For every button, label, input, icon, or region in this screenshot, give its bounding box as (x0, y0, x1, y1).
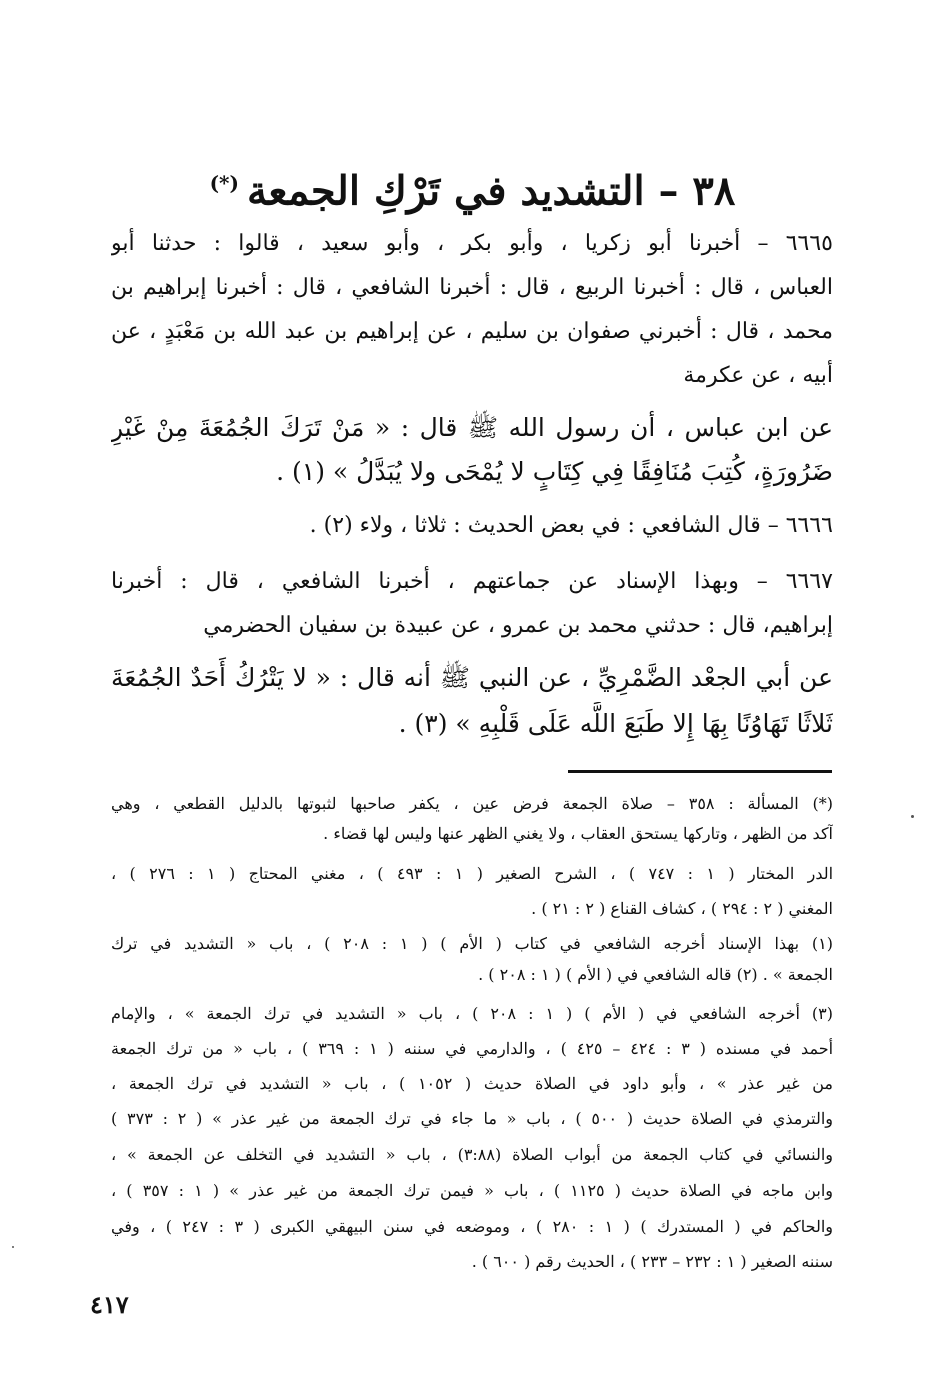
footnote-line: والترمذي في الصلاة حديث ( ٥٠٠ ) ، باب « ما جاء في ترك الجمعة من غير عذر » ( ٢ : ٣٧٣ ) (111, 1109, 833, 1128)
hadith-line: ثَلاثًا تَهَاوُنًا بِهَا إِلا طَبَعَ اللَّه عَلَى قَلْبِهِ » (٣) . (398, 709, 833, 738)
body-line: ٦٦٦٦ – قال الشافعي : في بعض الحديث : ثلاثا ، ولاء (٢) . (309, 513, 833, 538)
body-line: العباس ، قال : أخبرنا الربيع ، قال : أخبرنا الشافعي ، قال : أخبرنا إبراهيم بن (111, 275, 833, 300)
footnote-separator (568, 770, 832, 773)
hadith-line: عن أبي الجعْد الضَّمْرِيِّ ، عن النبي ﷺ أنه قال : « لا يَتْرُكُ أَحَدٌ الجُمُعَةَ (111, 663, 833, 692)
footnote-line: الدر المختار ( ١ : ٧٤٧ ) ، الشرح الصغير ( ١ : ٤٩٣ ) ، مغني المحتاج ( ١ : ٢٧٦ ) ، (111, 864, 833, 883)
scan-speck (12, 1246, 14, 1248)
body-line: أبيه ، عن عكرمة (683, 363, 833, 388)
chapter-title-text: ٣٨ – التشديد في تَرْكِ الجمعة (246, 167, 736, 215)
footnote-line: أحمد في مسنده ( ٣ : ٤٢٤ – ٤٢٥ ) ، والدارمي في سننه ( ١ : ٣٦٩ ) ، باب « من ترك الجمعة (111, 1039, 833, 1058)
footnote-line: من غير عذر » ، وأبو داود في الصلاة حديث ( ١٠٥٢ ) ، باب « التشديد في ترك الجمعة ، (111, 1074, 833, 1093)
body-line: ٦٦٦٧ – وبهذا الإسناد عن جماعتهم ، أخبرنا الشافعي ، قال : أخبرنا (111, 569, 833, 594)
hadith-line: عن ابن عباس ، أن رسول الله ﷺ قال : « مَنْ تَرَكَ الجُمُعَةَ مِنْ غَيْرِ (111, 413, 833, 442)
scan-speck (911, 815, 914, 818)
footnote-line: (١) بهذا الإسناد أخرجه الشافعي في كتاب ( الأم ) ( ١ : ٢٠٨ ) ، باب « التشديد في ترك (111, 934, 833, 953)
chapter-title (150, 148, 795, 226)
body-line: محمد ، قال : أخبرني صفوان بن سليم ، عن إبراهيم بن عبد الله بن مَعْبَدٍ ، عن (111, 319, 833, 344)
footnote-line: والحاكم في ( المستدرك ) ( ١ : ٢٨٠ ) ، وموضعه في سنن البيهقي الكبرى ( ٣ : ٢٤٧ ) ، وفي (111, 1217, 833, 1236)
footnote-line: آكد من الظهر ، وتاركها يستحق العقاب ، ولا يغني الظهر عنها وليس لها قضاء . (323, 824, 833, 843)
footnote-line: والنسائي في كتاب الجمعة من أبواب الصلاة (٣:٨٨) ، باب « التشديد في التخلف عن الجمعة » ، (111, 1145, 833, 1164)
footnote-line: سننه الصغير ( ١ : ٢٣٢ – ٢٣٣ ) ، الحديث رقم ( ٦٠٠ ) . (471, 1252, 833, 1271)
page-number: ٤١٧ (90, 1290, 129, 1319)
footnote-line: (*) المسألة : ٣٥٨ – صلاة الجمعة فرض عين ، يكفر صاحبها لثبوتها بالدليل القطعي ، وهي (111, 794, 833, 813)
body-line: ٦٦٦٥ – أخبرنا أبو زكريا ، وأبو بكر ، وأَبو سعيد ، قالوا : حدثنا أبو (111, 231, 833, 256)
hadith-line: ضَرُورَةٍ، كُتِبَ مُنَافِقًا فِي كِتَابٍ لا يُمْحَى ولا يُبَدَّلُ » (١) . (276, 457, 833, 486)
footnote-line: (٣) أخرجه الشافعي في ( الأم ) ( ١ : ٢٠٨ ) ، باب « التشديد في ترك الجمعة » ، والإمام (111, 1004, 833, 1023)
title-footnote-mark: (*) (209, 171, 239, 195)
footnote-line: المغني ( ٢ : ٢٩٤ ) ، كشاف القناع ( ٢ : ٢١ ) . (531, 899, 833, 918)
body-line: إبراهيم، قال : حدثني محمد بن عمرو ، عن عبيدة بن سفيان الحضرمي (203, 613, 833, 638)
footnote-line: وابن ماجه في الصلاة حديث ( ١١٢٥ ) ، باب « فيمن ترك الجمعة من غير عذر » ( ١ : ٣٥٧ ) ، (111, 1181, 833, 1200)
footnote-line: الجمعة » . (٢) قاله الشافعي في ( الأم ) ( ١ : ٢٠٨ ) . (478, 965, 833, 984)
